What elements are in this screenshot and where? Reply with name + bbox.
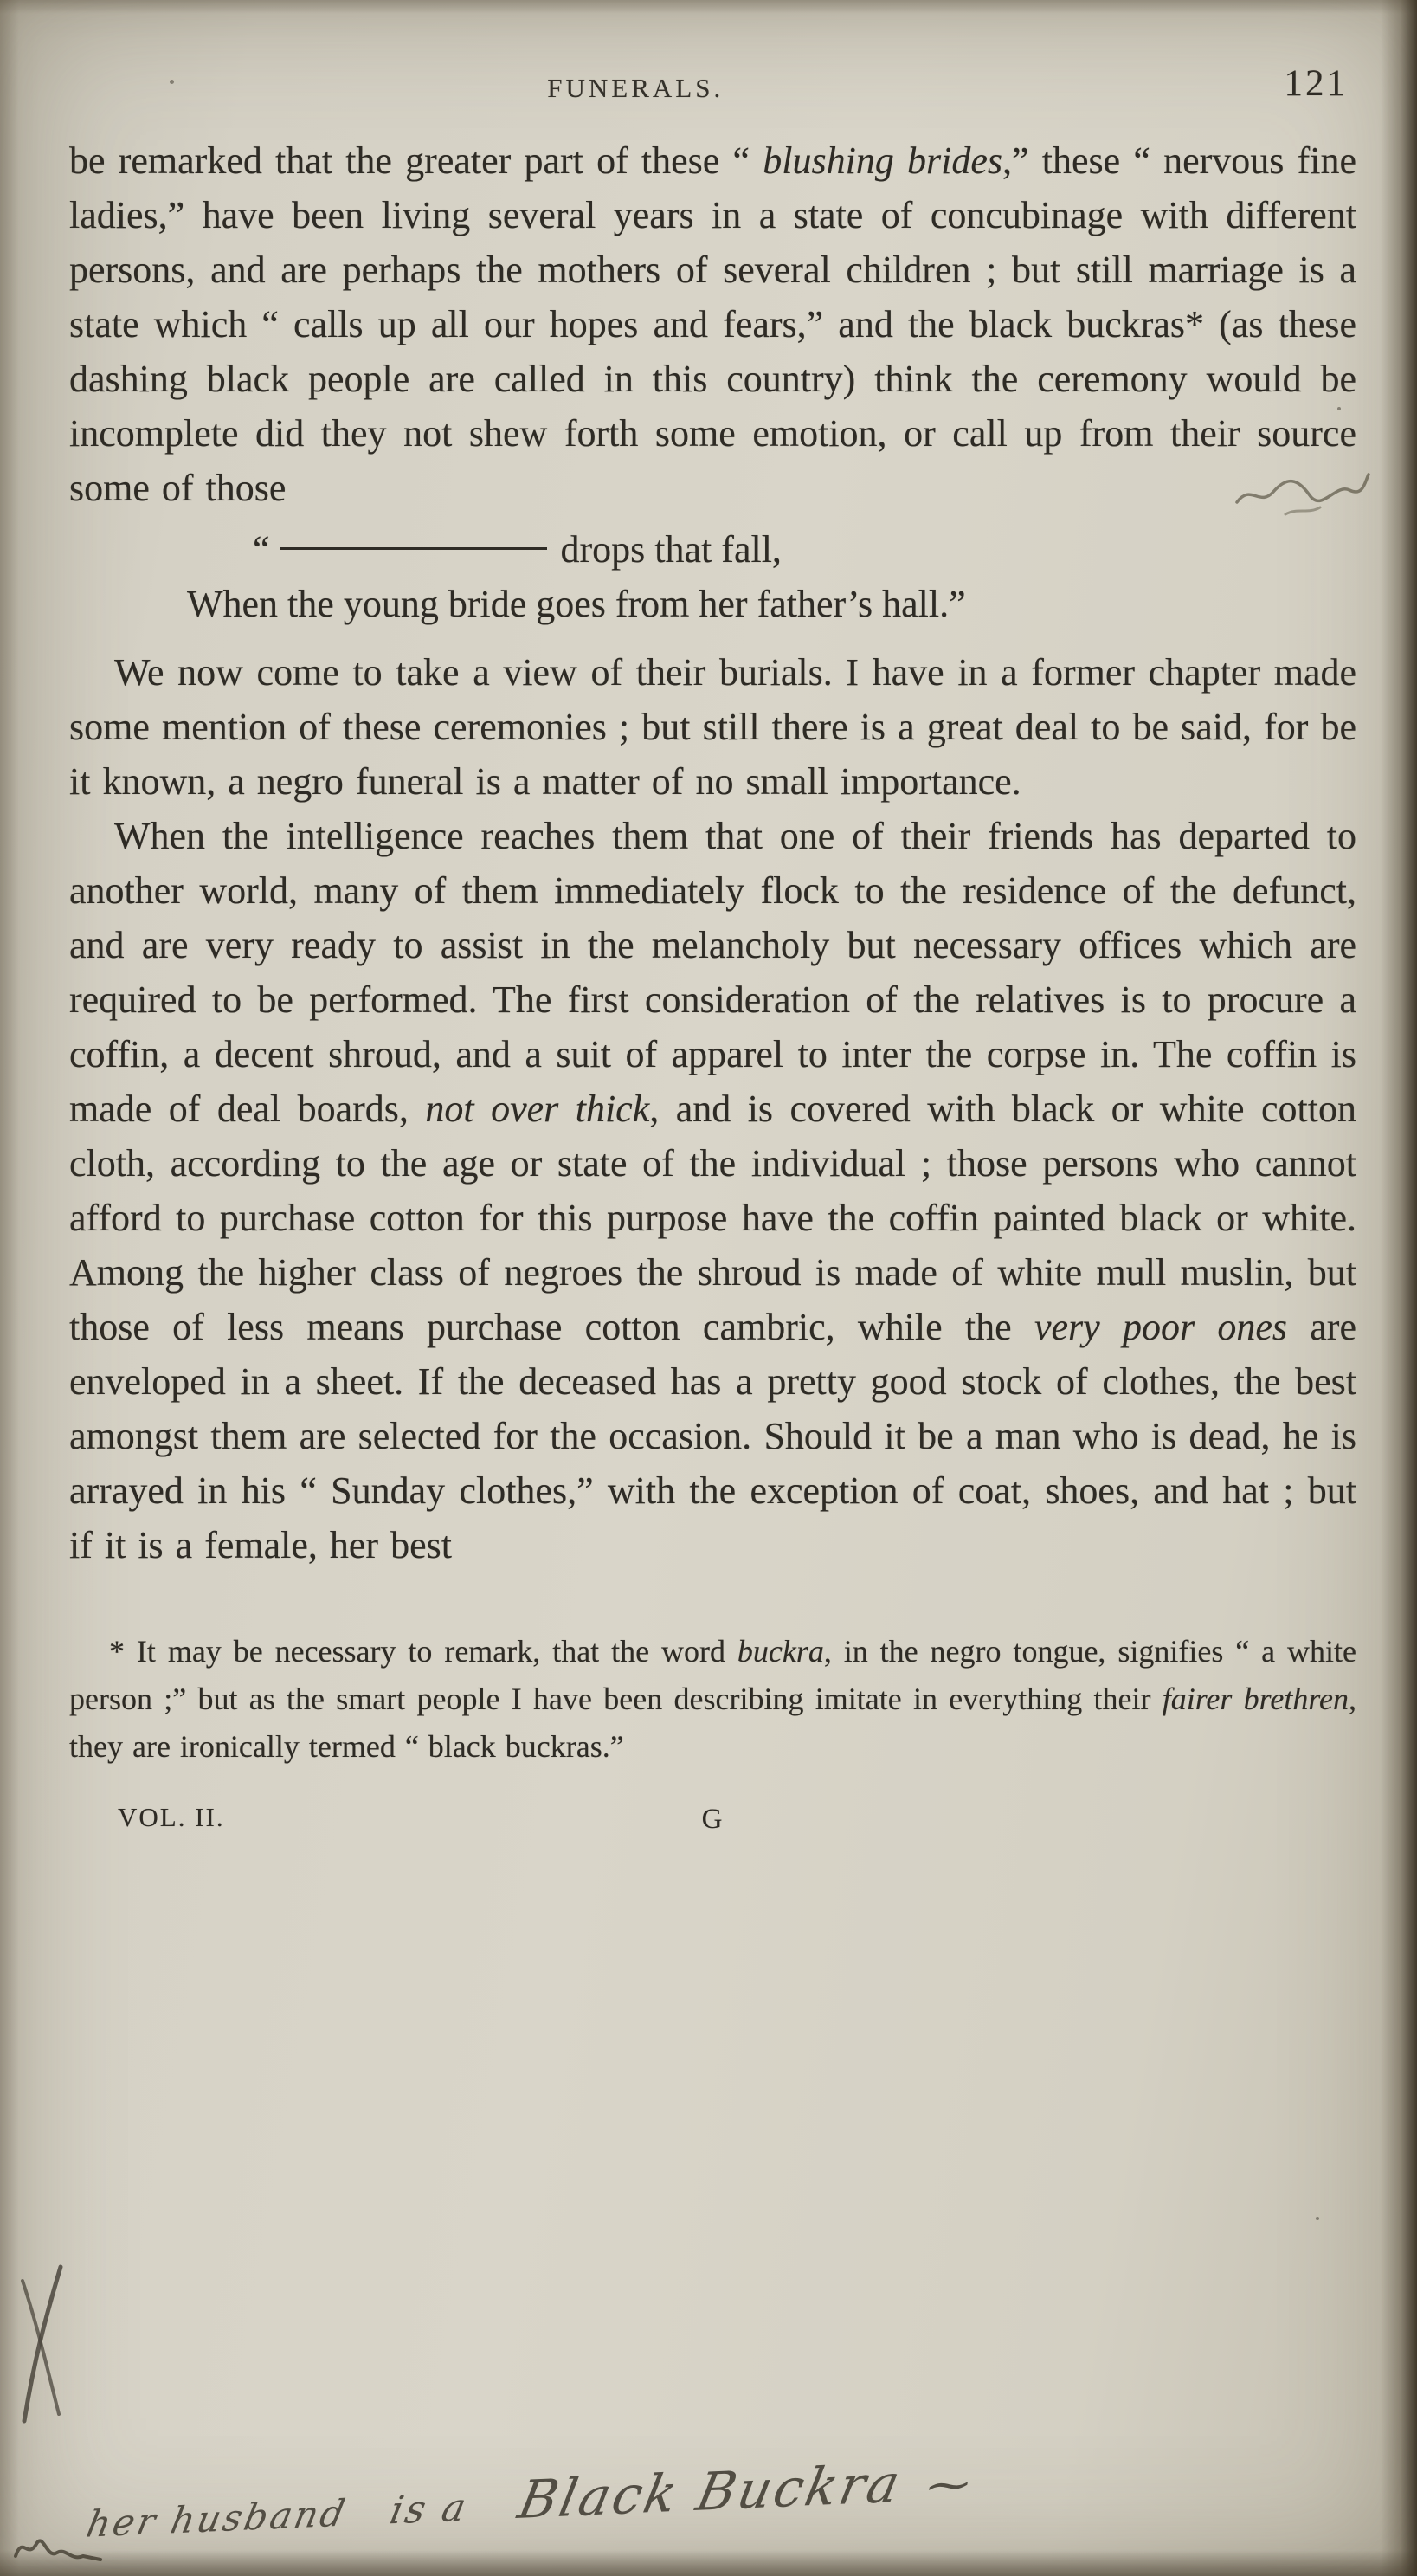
verse-quote-line1 xyxy=(253,522,1356,577)
open-quote-mark: “ xyxy=(253,528,270,571)
text-block xyxy=(69,63,1356,1842)
margin-scribble-icon xyxy=(1233,457,1372,526)
signature-line xyxy=(69,1802,1356,1842)
page-edge-left xyxy=(0,0,19,2576)
footnote xyxy=(69,1628,1356,1771)
footnote-segment: * It may be necessary to remark, that the word xyxy=(109,1634,737,1669)
handwritten-flourish: ⁓ xyxy=(923,2459,977,2511)
footnote-segment: , in the negro tongue, signifies “ a white person ;” but as the smart people I have been describing imitate in everything their xyxy=(69,1634,1356,1716)
verse-quote xyxy=(69,522,1356,631)
paragraph-segment-italic: very poor ones xyxy=(1034,1306,1287,1348)
page-edge-right xyxy=(1381,0,1417,2576)
paragraph-continuation xyxy=(69,133,1356,515)
paragraph xyxy=(69,809,1356,1572)
verse-line1-text: drops that fall, xyxy=(560,528,782,571)
footnote-segment-italic: buckra xyxy=(737,1634,824,1669)
handwritten-word: her husband xyxy=(82,2491,351,2546)
paragraph-segment: ,” these “ nervous fine ladies,” have been living several years in a state of concubinage with different persons, and are perhaps the mothers of several children ; but still marriage is a state which “ calls up all our hopes and fears,” and the black buckras* (as these dashing black people are called in this country) think the ceremony would be incomplete did they not shew forth some emotion, or call up from their source some of those xyxy=(69,139,1356,509)
page-header xyxy=(69,63,1356,114)
quote-dash-rule xyxy=(280,547,547,550)
page-edge-bottom xyxy=(0,2550,1417,2576)
handwritten-word: is a xyxy=(386,2485,473,2534)
paragraph-segment-italic: not over thick xyxy=(425,1088,650,1130)
handwritten-word: Black Buckra xyxy=(512,2453,908,2532)
signature-mark: G xyxy=(701,1804,725,1835)
paragraph-segment: are enveloped in a sheet. If the deceased has a pretty good stock of clothes, the best amongst them are selected for the occasion. Should it be a man who is dead, he is arrayed in his “ Sunday clothes,” with the exception of coat, shoes, and hat ; but if it is a female, her best xyxy=(69,1306,1356,1566)
volume-label: VOL. II. xyxy=(118,1802,225,1832)
footnote-segment-italic: fairer brethren xyxy=(1162,1682,1349,1716)
paragraph-segment: When the intelligence reaches them that one of their friends has departed to another world, many of them immediately flock to the residence of the defunct, and are very ready to assist in the melancholy but necessary offices which are required to be performed. The first consideration of the relatives is to procure a coffin, a decent shroud, and a suit of apparel to inter the corpse in. The coffin is made of deal boards, xyxy=(69,815,1356,1130)
running-head-title: FUNERALS. xyxy=(547,73,725,103)
paper-speck xyxy=(1316,2217,1319,2220)
page-edge-top xyxy=(0,0,1417,14)
paragraph-segment: , and is covered with black or white cotton cloth, according to the age or state of the individual ; those persons who cannot afford to purchase cotton for this purpose have the coffin painted black or white. Among the higher class of negroes the shroud is made of white mull muslin, but those of less means purchase cotton cambric, while the xyxy=(69,1088,1356,1348)
paper-speck xyxy=(1337,407,1341,410)
body-text xyxy=(69,133,1356,1572)
paragraph-segment-italic: blushing brides xyxy=(763,139,1003,182)
footnote-segment: , they are ironically termed “ black buckras.” xyxy=(69,1682,1356,1764)
paragraph xyxy=(69,645,1356,809)
page-number: 121 xyxy=(1284,63,1348,104)
paper-speck xyxy=(170,80,174,84)
paragraph-segment: be remarked that the greater part of these “ xyxy=(69,139,763,182)
paragraph-segment: We now come to take a view of their burials. I have in a former chapter made some mention of these ceremonies ; but still there is a great deal to be said, for be it known, a negro funeral is a matter of no small importance. xyxy=(69,651,1356,803)
margin-pen-mark-icon xyxy=(12,2262,73,2426)
verse-quote-line2: When the young bride goes from her father’s hall.” xyxy=(187,583,966,625)
handwritten-annotation xyxy=(25,2440,1204,2552)
